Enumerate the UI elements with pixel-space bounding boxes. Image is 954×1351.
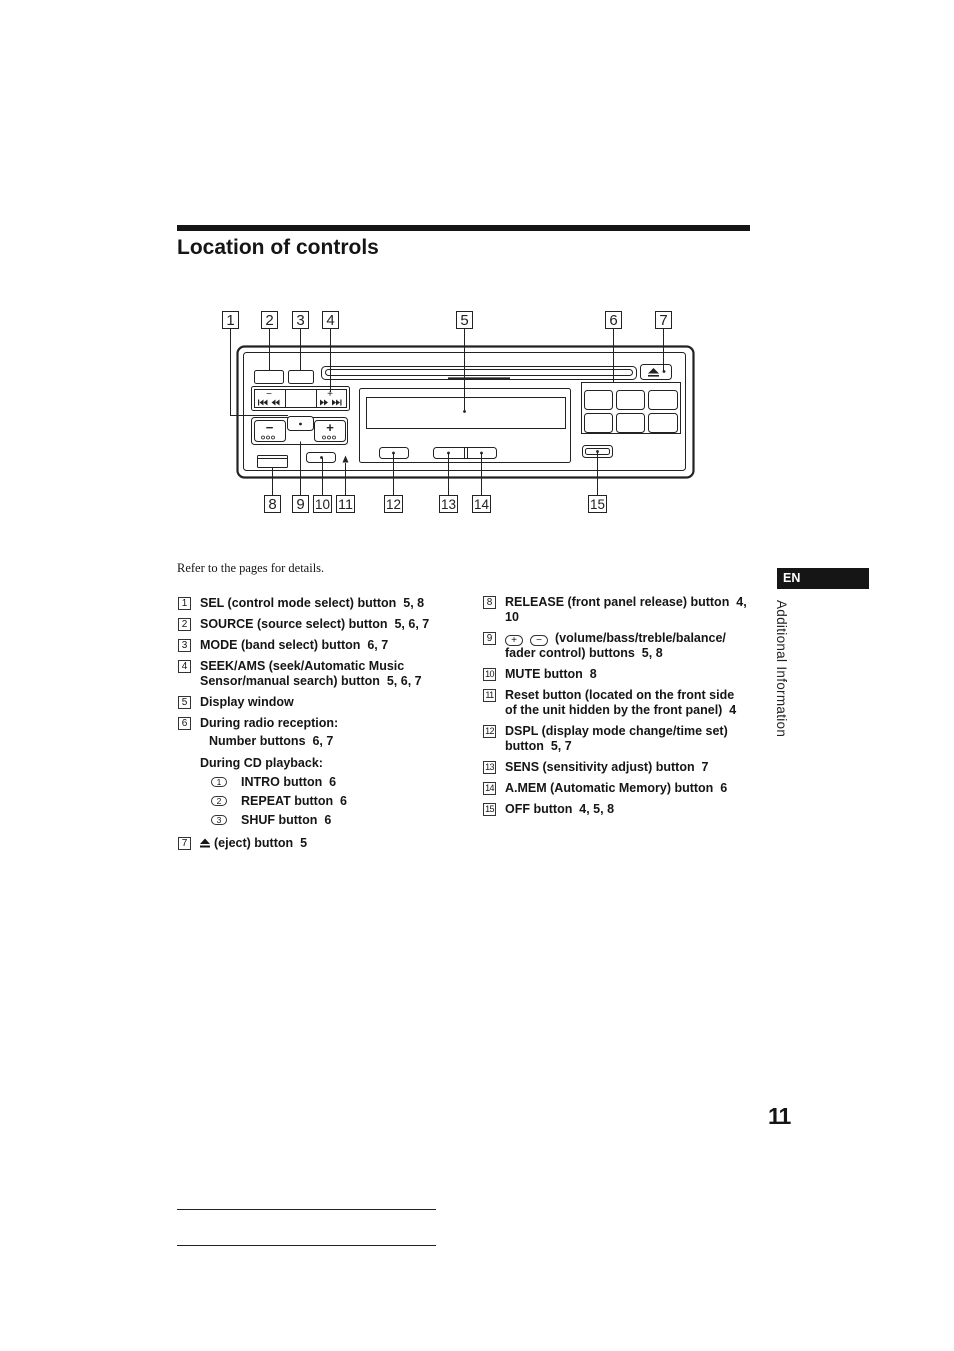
control-item-15 [483, 802, 747, 817]
indicator-dots [262, 436, 336, 439]
eject-icon [200, 838, 210, 848]
callout-1 [223, 312, 289, 416]
item-number: 4 [178, 660, 191, 673]
circled-number: 3 [211, 815, 227, 825]
item-text: MUTE button 8 [505, 666, 597, 681]
radio-item: Number buttons 6, 7 [209, 733, 334, 748]
svg-text:4: 4 [326, 312, 335, 329]
control-item-8 [483, 595, 747, 625]
cd-item-repeat [200, 792, 429, 811]
item-text: SENS (sensitivity adjust) button 7 [505, 759, 709, 774]
sel-button [288, 417, 314, 431]
item-text: RELEASE (front panel release) button 4, [505, 594, 747, 609]
callout-10 [314, 458, 332, 513]
control-item-1 [178, 596, 429, 611]
item-text: SEEK/AMS (seek/Automatic Music [200, 658, 405, 673]
control-item-12 [483, 724, 747, 754]
seek-plus-label: + [327, 389, 333, 400]
sens-amem-button [434, 448, 497, 459]
svg-text:10: 10 [315, 496, 331, 512]
item-text: DSPL (display mode change/time set) [505, 723, 728, 738]
svg-text:8: 8 [268, 496, 277, 513]
svg-text:13: 13 [441, 496, 457, 512]
control-item-5 [178, 695, 429, 710]
item-number: 2 [178, 618, 191, 631]
control-item-10 [483, 667, 747, 682]
radio-heading: During radio reception: [200, 715, 339, 730]
item-number: 5 [178, 696, 191, 709]
control-item-6 [178, 716, 429, 830]
page-number: 11 [768, 1103, 791, 1129]
item-text-row [200, 836, 429, 851]
mode-button [289, 371, 314, 384]
prev-track-icon [258, 400, 280, 406]
item-number: 3 [178, 639, 191, 652]
volume-minus-label: − [265, 420, 274, 435]
title-rule [177, 225, 750, 231]
callout-2 [262, 312, 278, 371]
number-button-4 [585, 414, 613, 433]
svg-text:1: 1 [226, 312, 235, 329]
callout-12 [385, 453, 403, 513]
svg-text:5: 5 [460, 312, 469, 329]
number-button-1 [585, 391, 613, 410]
item-text: (eject) button 5 [214, 835, 308, 850]
plus-button-symbol: + [505, 635, 523, 646]
control-item-11 [483, 688, 747, 718]
item-text: SOURCE (source select) button 5, 6, 7 [200, 616, 430, 631]
language-tab: EN [777, 568, 869, 589]
callout-3 [293, 312, 309, 371]
item-number: 9 [483, 632, 496, 645]
number-button-6 [649, 414, 678, 433]
callout-13 [440, 453, 458, 513]
number-button-2 [617, 391, 645, 410]
seek-ams-button [252, 387, 350, 411]
item-number: 6 [178, 717, 191, 730]
item-text-row [505, 631, 747, 646]
release-button [258, 456, 288, 468]
front-panel-diagram [210, 300, 700, 520]
controls-list-right [483, 595, 747, 823]
svg-text:3: 3 [296, 312, 305, 329]
control-item-7 [178, 836, 429, 851]
page-title: Location of controls [177, 236, 379, 259]
next-track-icon [320, 400, 342, 406]
svg-text:15: 15 [590, 496, 606, 512]
callout-8 [265, 468, 281, 514]
eject-icon [648, 368, 659, 377]
item-text: button 5, 7 [505, 738, 572, 753]
control-item-9 [483, 631, 747, 661]
item-number: 7 [178, 837, 191, 850]
callout-5 [457, 312, 473, 412]
item-text: Display window [200, 694, 294, 709]
callout-14 [473, 453, 491, 513]
item-text: fader control) buttons 5, 8 [505, 645, 663, 660]
cd-heading: During CD playback: [200, 755, 323, 770]
control-item-3 [178, 638, 429, 653]
item-number: 13 [483, 761, 496, 774]
item-number: 12 [483, 725, 496, 738]
circled-number: 1 [211, 777, 227, 787]
cd-item-shuf [200, 811, 429, 830]
control-item-2 [178, 617, 429, 632]
seek-minus-label: − [266, 389, 272, 400]
svg-text:6: 6 [609, 312, 618, 329]
item-text: MODE (band select) button 6, 7 [200, 637, 389, 652]
controls-list-left [178, 596, 429, 857]
item-text: Reset button (located on the front side [505, 687, 735, 702]
footer-rule-1 [177, 1209, 436, 1210]
circled-number: 2 [211, 796, 227, 806]
svg-text:9: 9 [296, 496, 305, 513]
item-text: SEL (control mode select) button 5, 8 [200, 595, 425, 610]
item-text: Sensor/manual search) button 5, 6, 7 [200, 673, 422, 688]
eject-button [641, 365, 672, 380]
number-button-5 [617, 414, 645, 433]
minus-button-symbol: − [530, 635, 548, 646]
svg-text:14: 14 [474, 496, 490, 512]
item-number: 15 [483, 803, 496, 816]
svg-text:12: 12 [386, 496, 402, 512]
cd-slot [322, 367, 637, 380]
number-button-3 [649, 391, 678, 410]
item-text: A.MEM (Automatic Memory) button 6 [505, 780, 728, 795]
reference-note: Refer to the pages for details. [177, 561, 325, 575]
cd-item-label: REPEAT button 6 [241, 793, 348, 808]
item-text: 10 [505, 609, 519, 624]
svg-text:11: 11 [338, 496, 354, 512]
section-label: Additional Information [774, 600, 789, 738]
control-item-14 [483, 781, 747, 796]
callout-7 [656, 312, 672, 372]
control-item-13 [483, 760, 747, 775]
callout-15 [589, 452, 607, 513]
item-number: 1 [178, 597, 191, 610]
source-button [255, 371, 284, 384]
cd-item-label: SHUF button 6 [241, 812, 332, 827]
cd-item-intro [200, 773, 429, 792]
item-number: 14 [483, 782, 496, 795]
number-buttons [582, 383, 681, 434]
item-text: OFF button 4, 5, 8 [505, 801, 615, 816]
svg-text:7: 7 [659, 312, 668, 329]
mute-button [307, 453, 336, 463]
volume-plus-label: + [326, 420, 334, 435]
cd-item-label: INTRO button 6 [241, 774, 337, 789]
item-text: of the unit hidden by the front panel) 4 [505, 702, 737, 717]
item-number: 11 [483, 689, 496, 702]
item-number: 10 [483, 668, 496, 681]
item-text: (volume/bass/treble/balance/ [555, 630, 726, 645]
reset-icon [343, 456, 349, 463]
item-number: 8 [483, 596, 496, 609]
svg-text:2: 2 [265, 312, 274, 329]
control-item-4 [178, 659, 429, 689]
footer-rule-2 [177, 1245, 436, 1246]
